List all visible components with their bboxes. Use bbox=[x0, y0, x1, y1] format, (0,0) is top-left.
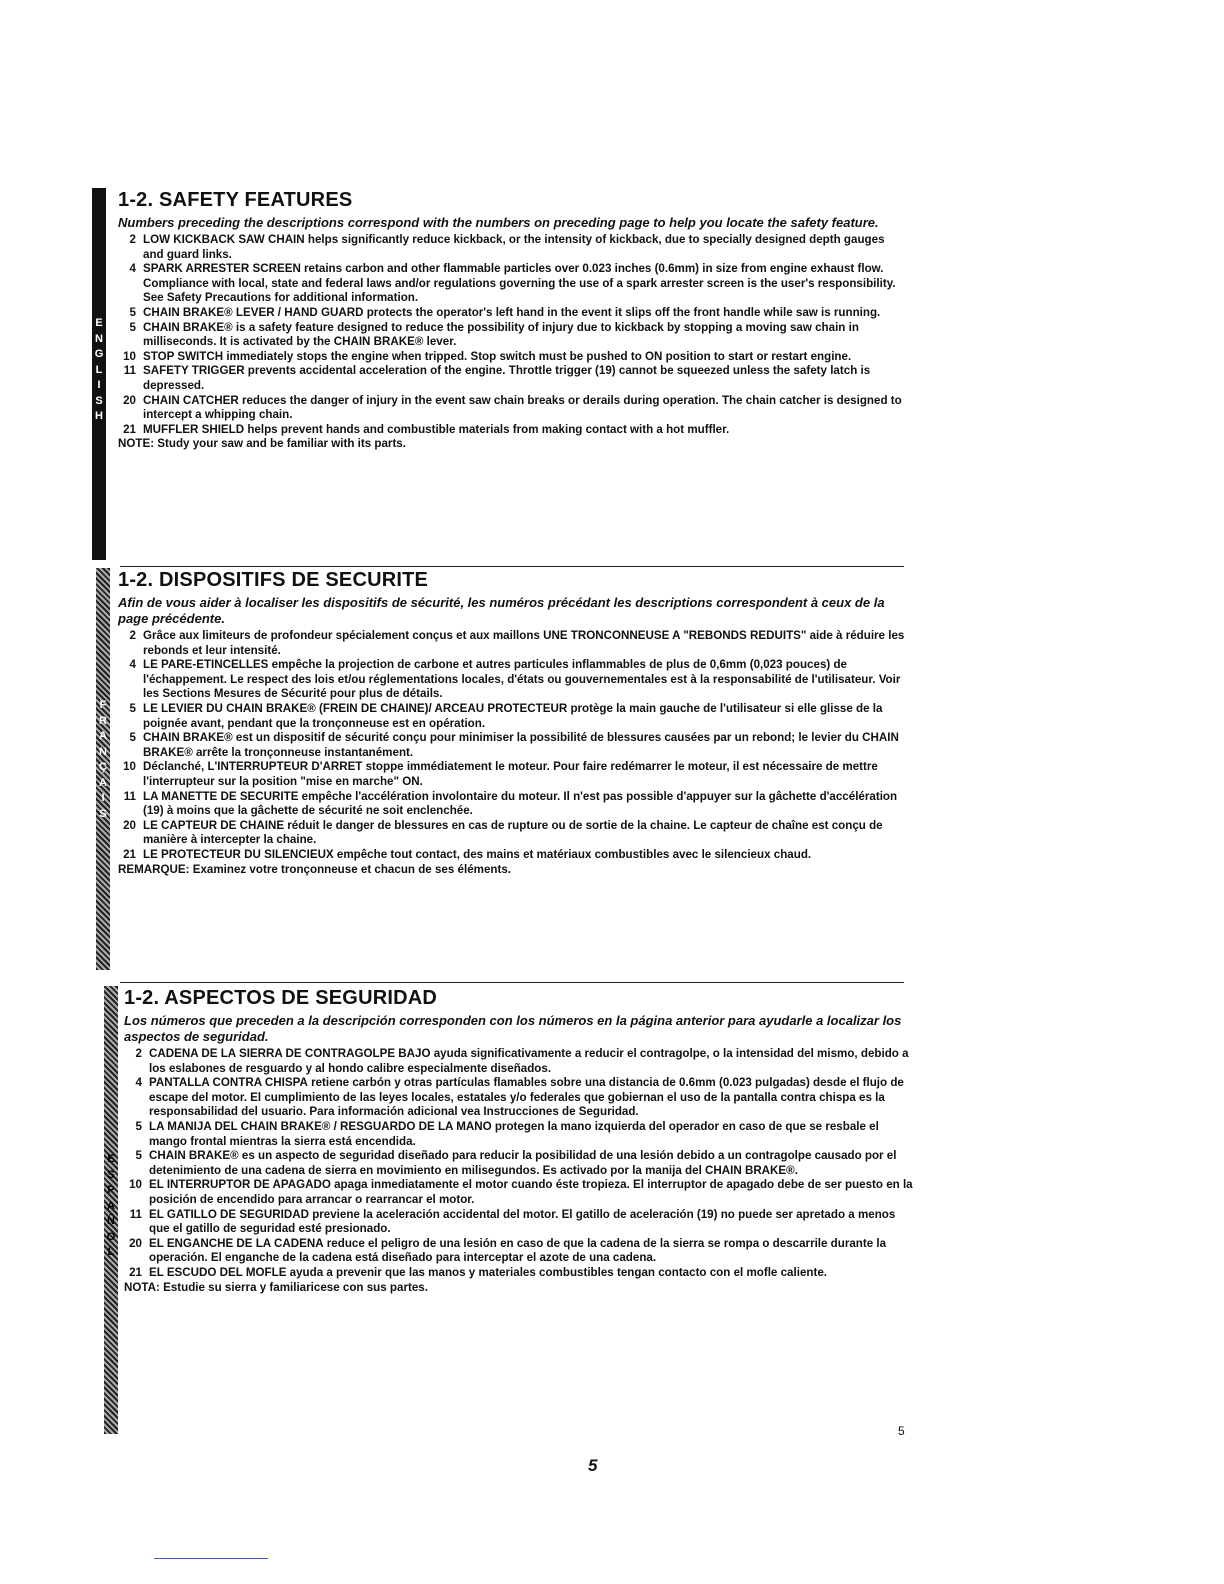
feature-item bbox=[118, 350, 908, 365]
tab-letter: R bbox=[99, 714, 107, 727]
feature-item bbox=[118, 731, 908, 760]
feature-number: 21 bbox=[123, 422, 136, 436]
feature-item bbox=[118, 262, 908, 306]
french-note-label: REMARQUE: bbox=[118, 862, 190, 876]
feature-number: 2 bbox=[129, 629, 136, 642]
feature-item bbox=[118, 306, 908, 321]
feature-term: LE PARE-ETINCELLES bbox=[143, 658, 269, 672]
feature-number: 2 bbox=[135, 1047, 142, 1060]
feature-number: 20 bbox=[123, 818, 136, 832]
feature-description: ayuda a prevenir que las manos y materiales combustibles tengan contacto con el mofle caliente. bbox=[286, 1265, 827, 1279]
feature-description: is a safety feature designed to reduce the possibility of injury due to kickback by stopping a moving saw chain in milliseconds. It is activated by the CHAIN BRAKE® lever. bbox=[143, 320, 859, 349]
feature-term: PANTALLA CONTRA CHISPA bbox=[149, 1076, 308, 1090]
feature-item bbox=[124, 1237, 914, 1266]
feature-description: prevents accidental acceleration of the engine. Throttle trigger (19) cannot be squeezed unless the safety latch is depressed. bbox=[143, 364, 871, 392]
feature-term: LOW KICKBACK SAW CHAIN bbox=[143, 233, 305, 246]
french-section bbox=[118, 568, 908, 877]
tab-letter: N bbox=[99, 745, 107, 758]
feature-number: 11 bbox=[123, 364, 136, 378]
page-number-small: 5 bbox=[898, 1424, 905, 1438]
feature-number: 4 bbox=[129, 658, 136, 672]
french-side-tab bbox=[96, 568, 110, 970]
tab-letter: E bbox=[95, 317, 103, 329]
feature-number: 5 bbox=[135, 1119, 142, 1133]
feature-description: retains carbon and other flammable particles over 0.023 inches (0.6mm) in size from engine exhaust flow. Compliance with local, state and federal laws and/or regulations governing the use of a spark arrester screen is the user's responsibility. See Safety Precautions for additional information. bbox=[143, 262, 896, 305]
feature-number: 21 bbox=[123, 847, 136, 861]
tab-letter: H bbox=[95, 410, 103, 422]
feature-term: LE PROTECTEUR DU SILENCIEUX bbox=[143, 847, 334, 861]
feature-item bbox=[118, 423, 908, 438]
feature-item bbox=[118, 394, 908, 423]
feature-term: CHAIN BRAKE® bbox=[149, 1149, 239, 1163]
divider-english-french bbox=[120, 566, 904, 567]
feature-description: es un aspecto de seguridad diseñado para reducir la posibilidad de una lesión debido a un contragolpe causado por el detenimiento de una cadena de sierra en movimiento en milisegundos. Es activado por la manija del CHAIN BRAKE®. bbox=[149, 1149, 897, 1177]
english-note-label: NOTE: bbox=[118, 437, 155, 451]
feature-item bbox=[124, 1266, 914, 1281]
tab-letter: A bbox=[99, 776, 107, 789]
feature-number: 10 bbox=[123, 349, 136, 363]
feature-item bbox=[118, 364, 908, 393]
feature-term: LA MANETTE DE SECURITE bbox=[143, 789, 299, 803]
french-note bbox=[118, 863, 908, 878]
feature-term: EL ESCUDO DEL MOFLE bbox=[149, 1265, 287, 1279]
feature-number: 10 bbox=[123, 760, 136, 774]
feature-term: SPARK ARRESTER SCREEN bbox=[143, 262, 301, 276]
spanish-tab-letters bbox=[104, 1152, 118, 1261]
spanish-side-tab bbox=[104, 986, 118, 1434]
feature-description: protège la main gauche de l'utilisateur si elle glisse de la poignée avant, pendant que la tronçonneuse est en opération. bbox=[143, 701, 883, 730]
english-note bbox=[118, 437, 908, 452]
feature-description: protegen la mano izquierda del operador en caso de que se resbale el mango frontal mientras la sierra está encendida. bbox=[149, 1119, 879, 1148]
tab-letter: S bbox=[107, 1168, 115, 1181]
feature-term: CHAIN BRAKE® LEVER / HAND GUARD bbox=[143, 305, 364, 319]
feature-number: 11 bbox=[129, 1207, 142, 1221]
spanish-feature-list bbox=[124, 1047, 914, 1281]
feature-term: STOP SWITCH bbox=[143, 349, 224, 363]
tab-letter: N bbox=[95, 332, 103, 345]
feature-description: reduces the danger of injury in the event saw chain breaks or derails during operation. The chain catcher is designed to intercept a whipping chain. bbox=[143, 393, 902, 422]
tab-letter: F bbox=[99, 699, 107, 711]
feature-item bbox=[118, 321, 908, 350]
feature-item bbox=[118, 233, 908, 262]
feature-description: Grâce aux limiteurs de profondeur spécialement conçus et aux maillons UNE TRONCONNEUSE A "REBONDS REDUITS" aide à réduire les rebonds et leur intensité. bbox=[143, 629, 905, 657]
tab-letter: I bbox=[101, 792, 105, 804]
feature-term: CHAIN BRAKE® bbox=[143, 320, 233, 334]
footer-line bbox=[154, 1558, 268, 1559]
feature-term: CHAIN CATCHER bbox=[143, 393, 239, 407]
feature-number: 20 bbox=[129, 1236, 142, 1250]
feature-description: helps significantly reduce kickback, or the intensity of kickback, due to specially designed depth gauges and guard links. bbox=[143, 233, 885, 261]
feature-number: 20 bbox=[123, 393, 136, 407]
feature-description: retiene carbón y otras partículas flamables sobre una distancia de 0.6mm (0.023 pulgadas) desde el flujo de escape del motor. El cumplimiento de las leyes locales, estatales y/o federales que gobiernan el uso de la pantalla contra chispa es la responsabilidad del usuario. Para información adicional vea Instrucciones de Seguridad. bbox=[149, 1076, 904, 1119]
feature-term: LE CAPTEUR DE CHAINE bbox=[143, 818, 285, 832]
feature-term: MUFFLER SHIELD bbox=[143, 422, 245, 436]
feature-description: réduit le danger de blessures en cas de rupture ou de sortie de la chaine. Le capteur de chaîne est conçu de manière à intercepter la chaine. bbox=[143, 818, 883, 847]
english-section bbox=[118, 188, 908, 452]
feature-item bbox=[124, 1120, 914, 1149]
spanish-note-text: Estudie su sierra y familiaricese con sus partes. bbox=[159, 1280, 428, 1294]
feature-term: EL GATILLO DE SEGURIDAD bbox=[149, 1207, 309, 1221]
feature-term: CHAIN BRAKE® bbox=[143, 731, 233, 745]
french-section-title: 1-2. DISPOSITIFS DE SECURITE bbox=[118, 569, 429, 591]
feature-term: LA MANIJA DEL CHAIN BRAKE® / RESGUARDO DE LA MANO bbox=[149, 1119, 492, 1133]
feature-item bbox=[118, 819, 908, 848]
feature-number: 5 bbox=[129, 320, 136, 334]
feature-description: immediately stops the engine when tripped. Stop switch must be pushed to ON position to start or restart engine. bbox=[223, 349, 852, 363]
feature-description: empêche tout contact, des mains et matériaux combustibles avec le silencieux chaud. bbox=[333, 847, 812, 861]
feature-item bbox=[118, 790, 908, 819]
tab-letter: P bbox=[107, 1184, 115, 1196]
feature-description: apaga inmediatamente el motor cuando éste tropieza. El interruptor de apagado debe de ser puesto en la posición de encendido para arrancar o rearrancar el motor. bbox=[149, 1178, 913, 1206]
tab-letter: A bbox=[99, 730, 107, 742]
feature-number: 4 bbox=[135, 1076, 142, 1090]
english-intro: Numbers preceding the descriptions correspond with the numbers on preceding page to help you locate the safety feature. bbox=[118, 215, 879, 230]
feature-item bbox=[124, 1076, 914, 1120]
french-intro: Afin de vous aider à localiser les dispositifs de sécurité, les numéros précédant les descriptions correspondent à ceux de la page précédente. bbox=[118, 595, 885, 626]
english-side-tab bbox=[92, 188, 106, 560]
tab-letter: S bbox=[99, 807, 107, 820]
feature-item bbox=[118, 702, 908, 731]
tab-letter: A bbox=[107, 1199, 115, 1212]
spanish-section-title: 1-2. ASPECTOS DE SEGURIDAD bbox=[124, 987, 438, 1009]
divider-french-spanish bbox=[120, 982, 904, 983]
tab-letter: I bbox=[97, 379, 101, 391]
tab-letter: L bbox=[107, 1246, 115, 1258]
tab-letter: G bbox=[94, 348, 104, 360]
feature-number: 4 bbox=[129, 262, 136, 276]
feature-description: est un dispositif de sécurité conçu pour minimiser la possibilité de blessures causées par un rebond; le levier du CHAIN BRAKE® arrête la tronçonneuse instantanément. bbox=[143, 731, 899, 759]
tab-letter: S bbox=[95, 394, 103, 407]
feature-number: 5 bbox=[129, 701, 136, 715]
french-feature-list bbox=[118, 629, 908, 863]
feature-term: CADENA DE LA SIERRA DE CONTRAGOLPE BAJO bbox=[149, 1047, 431, 1060]
feature-item bbox=[118, 629, 908, 658]
tab-letter: O bbox=[106, 1230, 116, 1243]
feature-item bbox=[118, 658, 908, 702]
feature-description: ayuda significativamente a reducir el contragolpe, o la intensidad del mismo, debido a los eslabones de resguardo y al hondo calibre especialmente diseñados. bbox=[149, 1047, 909, 1075]
spanish-note bbox=[124, 1281, 914, 1296]
feature-description: previene la aceleración accidental del motor. El gatillo de aceleración (19) no puede ser apretado a menos que el gatillo de seguridad esté presionado. bbox=[149, 1207, 896, 1236]
tab-letter: L bbox=[95, 363, 103, 376]
english-tab-letters bbox=[92, 316, 106, 425]
feature-number: 5 bbox=[129, 305, 136, 319]
french-note-text: Examinez votre tronçonneuse et chacun de ses éléments. bbox=[189, 862, 512, 876]
feature-number: 21 bbox=[129, 1265, 142, 1279]
feature-description: Déclanché, L'INTERRUPTEUR D'ARRET stoppe immédiatement le moteur. Pour faire redémarrer le moteur, il est nécessaire de mettre l'interrupteur sur la position "mise en marche" ON. bbox=[143, 760, 878, 788]
feature-item bbox=[124, 1208, 914, 1237]
feature-item bbox=[124, 1149, 914, 1178]
english-section-title: 1-2. SAFETY FEATURES bbox=[118, 189, 353, 211]
spanish-section bbox=[124, 986, 914, 1295]
tab-letter: Ñ bbox=[107, 1215, 115, 1227]
english-note-text: Study your saw and be familiar with its parts. bbox=[154, 437, 406, 451]
feature-description: protects the operator's left hand in the event it slips off the front handle while saw is running. bbox=[363, 305, 881, 319]
feature-item bbox=[124, 1178, 914, 1207]
feature-description: helps prevent hands and combustible materials from making contact with a hot muffler. bbox=[244, 422, 730, 436]
spanish-note-label: NOTA: bbox=[124, 1280, 160, 1294]
feature-item bbox=[118, 848, 908, 863]
english-feature-list bbox=[118, 233, 908, 437]
feature-term: SAFETY TRIGGER bbox=[143, 364, 245, 378]
feature-item bbox=[124, 1047, 914, 1076]
french-tab-letters bbox=[96, 698, 110, 822]
tab-letter: Ç bbox=[99, 761, 107, 773]
feature-description: empêche l'accélération involontaire du moteur. Il n'est pas possible d'appuyer sur la gâchette d'accélération (19) à moins que la gâchette de sécurité ne soit enclenchée. bbox=[143, 789, 898, 818]
feature-item bbox=[118, 760, 908, 789]
feature-number: 5 bbox=[129, 731, 136, 745]
feature-description: reduce el peligro de una lesión en caso de que la cadena de la sierra se rompa o descarrile durante la operación. El enganche de la cadena está diseñado para interceptar el azote de una cadena. bbox=[149, 1236, 887, 1265]
feature-number: 11 bbox=[123, 789, 136, 803]
feature-term: LE LEVIER DU CHAIN BRAKE® (FREIN DE CHAINE)/ ARCEAU PROTECTEUR bbox=[143, 701, 568, 715]
feature-description: empêche la projection de carbone et autres particules inflammables de plus de 0,6mm (0,023 pouces) de l'échappement. Le respect des lois et/ou réglementations locales, d'états ou gouvernementales est à la responsabilité de l'utilisateur. Voir les Sections Mesures de Sécurité pour plus de détails. bbox=[143, 658, 901, 701]
page-number-large: 5 bbox=[588, 1456, 598, 1475]
spanish-intro: Los números que preceden a la descripción corresponden con los números en la página anterior para ayudarle a localizar los aspectos de seguridad. bbox=[124, 1013, 902, 1044]
feature-term: EL INTERRUPTOR DE APAGADO bbox=[149, 1178, 331, 1192]
feature-number: 2 bbox=[129, 233, 136, 246]
feature-number: 5 bbox=[135, 1149, 142, 1163]
feature-term: EL ENGANCHE DE LA CADENA bbox=[149, 1236, 324, 1250]
feature-number: 10 bbox=[129, 1178, 142, 1192]
tab-letter: E bbox=[107, 1153, 115, 1165]
